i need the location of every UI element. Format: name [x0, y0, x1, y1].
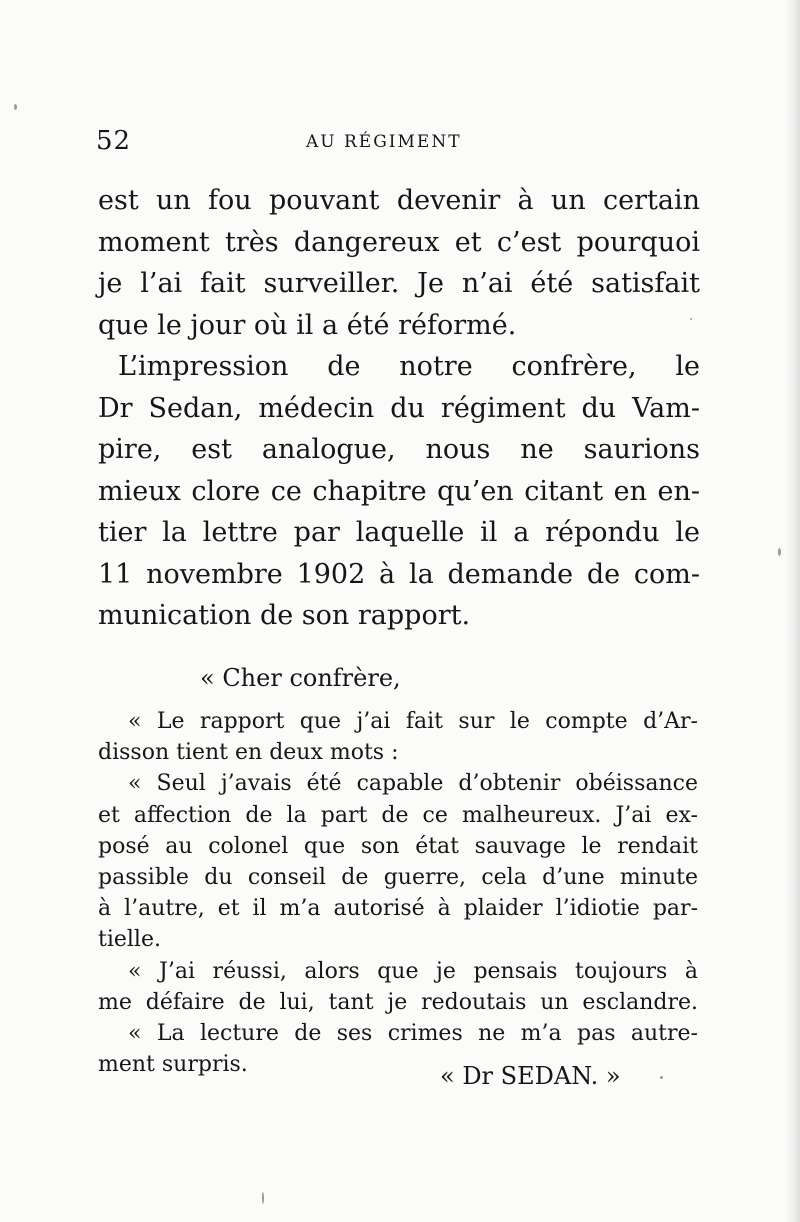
body-line: pire, est analogue, nous ne saurions	[98, 434, 700, 465]
body-paragraphs	[98, 180, 700, 637]
letter-line: disson tient en deux mots :	[98, 740, 399, 766]
body-line: que le jour où il a été réformé.	[98, 309, 517, 341]
letter-line: « La lecture de ses crimes ne m’a pas autre-	[128, 1021, 698, 1047]
paper-speck	[14, 104, 17, 110]
paper-speck	[778, 548, 781, 556]
letter-line: « Seul j’avais été capable d’obtenir obéissance	[128, 771, 698, 797]
letter-line: « Le rapport que j’ai fait sur le compte d’Ar-	[128, 709, 698, 734]
running-title: AU RÉGIMENT	[306, 132, 462, 152]
body-line: Dr Sedan, médecin du régiment du Vam-	[98, 392, 700, 424]
body-line: L’impression de notre confrère, le	[118, 351, 700, 382]
paper-speck	[262, 1192, 264, 1204]
body-line: je l’ai fait surveiller. Je n’ai été satisfait	[98, 268, 700, 299]
letter-line: posé au colonel que son état sauvage le rendait	[98, 833, 698, 859]
quoted-letter	[98, 706, 698, 1080]
body-line: tier la lettre par laquelle il a répondu le	[98, 517, 700, 548]
letter-salutation: « Cher confrère,	[200, 664, 401, 692]
letter-line: passible du conseil de guerre, cela d’une minute	[98, 865, 698, 891]
letter-line: ment surpris.	[98, 1052, 248, 1078]
letter-line: et affection de la part de ce malheureux. J’ai ex-	[98, 802, 698, 828]
letter-line: me défaire de lui, tant je redoutais un esclandre.	[98, 989, 698, 1015]
paper-speck	[660, 1076, 663, 1079]
page-edge-shadow	[786, 0, 800, 1222]
letter-line: à l’autre, et il m’a autorisé à plaider l’idiotie par-	[98, 896, 698, 922]
letter-signature: « Dr SEDAN. »	[440, 1062, 621, 1090]
body-line: 11 novembre 1902 à la demande de com-	[98, 558, 700, 590]
body-line: est un fou pouvant devenir à un certain	[98, 185, 700, 216]
page-header	[96, 126, 700, 160]
body-line: moment très dangereux et c’est pourquoi	[98, 226, 700, 258]
letter-line: « J’ai réussi, alors que je pensais toujours à	[128, 958, 698, 984]
body-line: munication de son rapport.	[98, 600, 471, 631]
body-line: mieux clore ce chapitre qu’en citant en en-	[98, 475, 700, 507]
paper-speck	[690, 318, 692, 320]
page-number: 52	[96, 126, 132, 156]
letter-line: tielle.	[98, 927, 161, 953]
